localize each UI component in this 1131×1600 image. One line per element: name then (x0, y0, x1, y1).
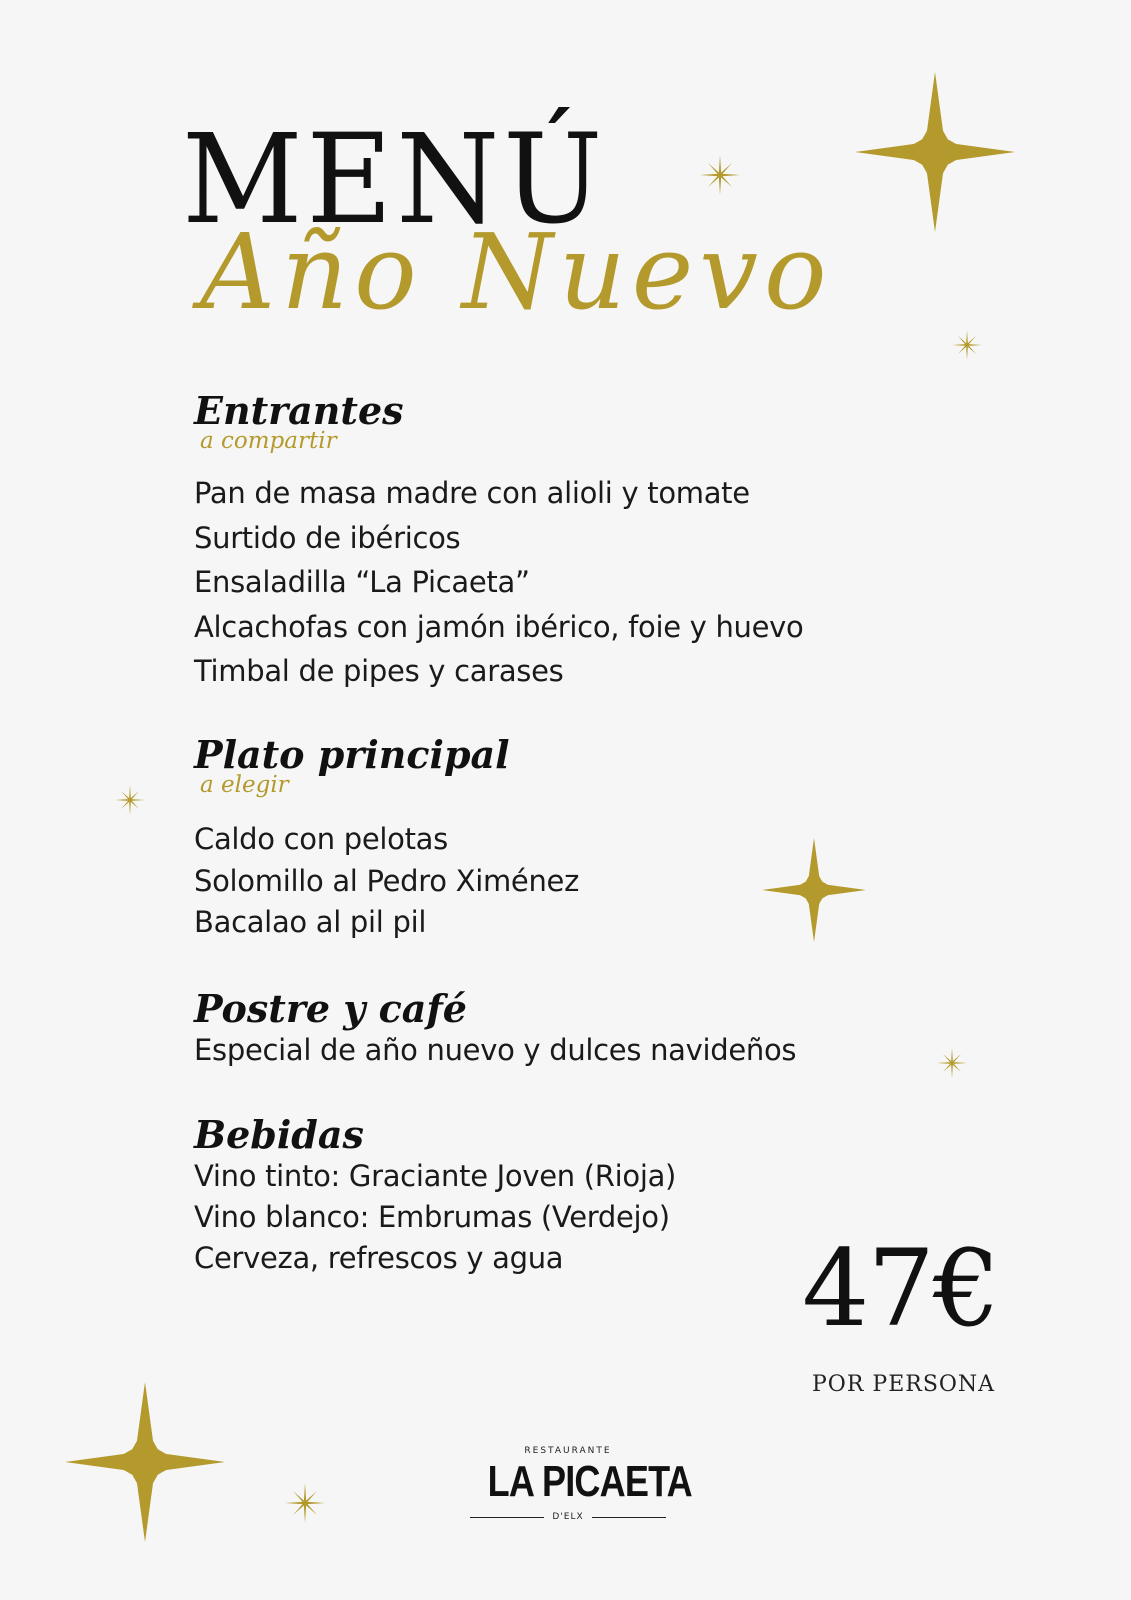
section-entrantes (194, 390, 803, 694)
sparkle-star-icon (937, 1048, 967, 1078)
logo-name: LA PICAETA (487, 1457, 692, 1506)
sparkle-star-icon (700, 155, 740, 195)
menu-item: Pan de masa madre con alioli y tomate (194, 476, 750, 511)
section-title: Bebidas (194, 1112, 364, 1157)
menu-item: Solomillo al Pedro Ximénez (194, 863, 579, 898)
item-list (194, 819, 579, 944)
logo-bottom-text: D'ELX (552, 1512, 584, 1522)
section-plato-principal (194, 734, 579, 944)
menu-item: Vino tinto: Graciante Joven (Rioja) (194, 1158, 677, 1193)
section-title: Postre y café (194, 986, 467, 1031)
menu-item: Caldo con pelotas (194, 822, 448, 857)
sparkle-star-icon (115, 785, 145, 815)
sparkle-star-icon (855, 72, 1015, 232)
price-amount: 47€ (802, 1227, 999, 1350)
section-title: Entrantes (194, 388, 404, 433)
menu-subtitle: Año Nuevo (200, 211, 833, 333)
menu-item: Cerveza, refrescos y agua (194, 1240, 564, 1275)
section-subtitle: a elegir (200, 771, 289, 798)
item-list (194, 1030, 796, 1070)
logo-divider (592, 1517, 666, 1518)
menu-title: MENÚ (182, 108, 607, 252)
menu-item: Vino blanco: Embrumas (Verdejo) (194, 1199, 670, 1234)
menu-item: Timbal de pipes y carases (194, 654, 564, 689)
item-list (194, 471, 803, 694)
logo-divider (470, 1517, 544, 1518)
section-bebidas (194, 1114, 676, 1279)
menu-item: Alcachofas con jamón ibérico, foie y huevo (194, 609, 804, 644)
item-list (194, 1156, 676, 1279)
section-postre (194, 988, 796, 1070)
section-title: Plato principal (194, 732, 510, 777)
logo-top-text: RESTAURANTE (524, 1446, 612, 1456)
price-label: POR PERSONA (812, 1372, 996, 1397)
logo-bottom (470, 1512, 666, 1522)
menu-item: Ensaladilla “La Picaeta” (194, 565, 530, 600)
sparkle-star-icon (285, 1483, 325, 1523)
restaurant-logo (470, 1446, 692, 1522)
menu-item: Especial de año nuevo y dulces navideños (194, 1032, 797, 1067)
sparkle-star-icon (952, 330, 982, 360)
sparkle-star-icon (65, 1382, 225, 1542)
section-subtitle: a compartir (200, 427, 337, 454)
menu-item: Surtido de ibéricos (194, 520, 461, 555)
sparkle-star-icon (762, 838, 866, 942)
menu-item: Bacalao al pil pil (194, 905, 427, 940)
